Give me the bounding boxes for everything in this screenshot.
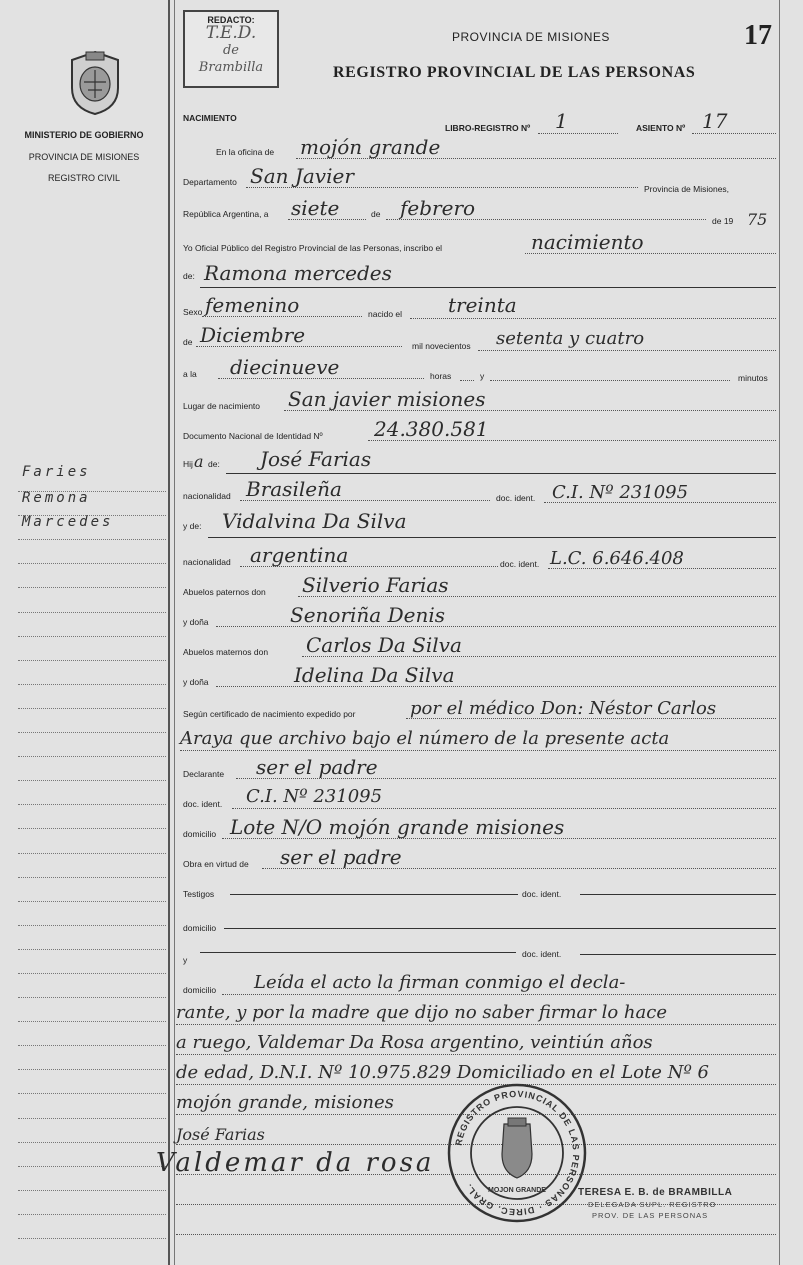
seal-center-text: MOJON GRANDE — [488, 1187, 546, 1194]
abuela-paterna-label: y doña — [183, 617, 209, 627]
nacido-mes-value: Diciembre — [200, 323, 306, 347]
horas-label: horas — [430, 371, 452, 381]
signatory-role: PROV. DE LAS PERSONAS — [592, 1211, 709, 1220]
redacto-label: REDACTO: — [207, 15, 255, 25]
minutos-label: minutos — [738, 373, 768, 383]
page-number: 17 — [744, 20, 772, 51]
nombre-label: de: — [183, 271, 195, 281]
nacido-anio-value: setenta y cuatro — [496, 328, 645, 349]
departamento-value: San Javier — [250, 164, 354, 188]
redacto-line: Brambilla — [198, 60, 264, 75]
province-emblem-icon — [66, 48, 124, 118]
a-la-label: a la — [183, 369, 197, 379]
departamento-label: Departamento — [183, 177, 237, 187]
nacido-dia-value: treinta — [448, 293, 517, 317]
signatory-role: DELEGADA SUPL. REGISTRO — [588, 1200, 717, 1209]
redacto-line: T.E.D. — [205, 23, 257, 43]
republica-label: República Argentina, a — [183, 209, 269, 219]
header-province: PROVINCIA DE MISIONES — [452, 30, 610, 44]
right-border — [779, 0, 780, 1265]
abuelo-paterno-value: Silverio Farias — [302, 573, 449, 597]
observaciones-line: rante, y por la madre que dijo no saber firmar lo hace — [176, 1002, 667, 1023]
hijo-suffix: a — [194, 452, 204, 471]
padre-nacionalidad-label: nacionalidad — [183, 491, 231, 501]
observaciones-line: Leída el acto la firman conmigo el decla- — [254, 972, 626, 993]
record-type-label: NACIMIENTO — [183, 113, 237, 123]
oficina-label: En la oficina de — [216, 147, 275, 157]
libro-value: 1 — [555, 109, 568, 133]
padre-doc-value: C.I. Nº 231095 — [552, 482, 689, 503]
madre-nacionalidad-label: nacionalidad — [183, 557, 231, 567]
padre-value: José Farias — [260, 447, 372, 471]
lugar-label: Lugar de nacimiento — [183, 401, 261, 411]
lugar-value: San javier misiones — [288, 387, 486, 411]
hora-value: diecinueve — [230, 355, 340, 379]
inscribo-label: Yo Oficial Público del Registro Provincial de las Personas, inscribo el — [183, 243, 443, 253]
asiento-label: ASIENTO Nº — [636, 123, 686, 133]
abuela-materna-value: Idelina Da Silva — [294, 663, 455, 687]
de-label: de — [371, 209, 381, 219]
province-label: PROVINCIA DE MISIONES — [28, 152, 140, 162]
ministry-label: MINISTERIO DE GOBIERNO — [24, 130, 144, 140]
padre-de-label: de: — [208, 459, 220, 469]
dia-value: siete — [291, 196, 340, 220]
testigo2-doc-label: doc. ident. — [522, 949, 562, 959]
registry-seal-icon — [444, 1082, 590, 1224]
signatory-name: TERESA E. B. de BRAMBILLA — [578, 1187, 733, 1198]
acto-value: nacimiento — [531, 230, 644, 254]
sexo-label: Sexo — [183, 307, 203, 317]
abuela-paterna-value: Senoriña Denis — [290, 603, 445, 627]
dni-label: Documento Nacional de Identidad Nº — [183, 431, 323, 441]
header-registry: REGISTRO PROVINCIAL DE LAS PERSONAS — [333, 64, 696, 81]
observaciones-line: a ruego, Valdemar Da Rosa argentino, veintiún años — [176, 1032, 653, 1053]
asiento-value: 17 — [702, 109, 728, 133]
obra-label: Obra en virtud de — [183, 859, 249, 869]
abuelos-maternos-label: Abuelos maternos don — [183, 647, 269, 657]
anio-value: 75 — [747, 210, 768, 229]
mes-value: febrero — [400, 196, 476, 220]
abuela-materna-label: y doña — [183, 677, 209, 687]
certificado-value-1: por el médico Don: Néstor Carlos — [410, 698, 717, 719]
left-margin-column — [0, 0, 168, 1265]
certificado-label: Según certificado de nacimiento expedido por — [183, 709, 356, 719]
margin-note-line: Faries — [22, 464, 91, 480]
nacido-label: nacido el — [368, 309, 403, 319]
testigo2-y-label: y — [183, 955, 188, 965]
anio-label: de 19 — [712, 216, 734, 226]
abuelo-materno-value: Carlos Da Silva — [306, 633, 462, 657]
certificado-value-2: Araya que archivo bajo el número de la presente acta — [180, 728, 670, 749]
declarante-doc-label: doc. ident. — [183, 799, 223, 809]
observaciones-line: mojón grande, misiones — [176, 1092, 394, 1113]
madre-doc-value: L.C. 6.646.408 — [550, 548, 684, 569]
libro-label: LIBRO-REGISTRO Nº — [445, 123, 531, 133]
observaciones-line: de edad, D.N.I. Nº 10.975.829 Domiciliado en el Lote Nº 6 — [176, 1062, 710, 1083]
testigo-doc-label: doc. ident. — [522, 889, 562, 899]
obra-value: ser el padre — [280, 845, 402, 869]
seal-text: REGISTRO PROVINCIAL DE LAS PERSONAS · DIREC. GRAL. — [453, 1088, 582, 1218]
margin-note-line: Marcedes — [22, 514, 114, 530]
mil-novecientos-label: mil novecientos — [412, 341, 471, 351]
column-divider — [168, 0, 170, 1265]
oficina-value: mojón grande — [300, 135, 441, 159]
declarante-label: Declarante — [183, 769, 225, 779]
madre-nacionalidad-value: argentina — [250, 543, 349, 567]
provincia-misiones-label: Provincia de Misiones, — [644, 184, 730, 194]
abuelos-paternos-label: Abuelos paternos don — [183, 587, 266, 597]
sexo-value: femenino — [205, 293, 300, 317]
firma-padre: José Farias — [176, 1125, 265, 1144]
declarante-domicilio-label: domicilio — [183, 829, 217, 839]
nombre-value: Ramona mercedes — [204, 261, 392, 285]
y-label: y — [480, 371, 485, 381]
padre-doc-label: doc. ident. — [496, 493, 536, 503]
hijo-label: Hij — [183, 459, 193, 469]
redacto-stamp — [183, 10, 279, 88]
redacto-line: de — [222, 43, 239, 58]
madre-value: Vidalvina Da Silva — [222, 509, 407, 533]
testigos-label: Testigos — [183, 889, 215, 899]
testigo2-domicilio-label: domicilio — [183, 985, 217, 995]
margin-note-line: Remona — [22, 490, 91, 506]
declarante-value: ser el padre — [256, 755, 378, 779]
dni-value: 24.380.581 — [374, 417, 489, 441]
padre-nacionalidad-value: Brasileña — [246, 477, 342, 501]
madre-doc-label: doc. ident. — [500, 559, 540, 569]
testigo-domicilio-label: domicilio — [183, 923, 217, 933]
madre-label: y de: — [183, 521, 202, 531]
registry-label: REGISTRO CIVIL — [47, 173, 120, 183]
firma-testigo: Valdemar da rosa — [156, 1148, 435, 1178]
declarante-doc-value: C.I. Nº 231095 — [246, 786, 383, 807]
column-divider — [174, 0, 175, 1265]
de-month-label: de — [183, 337, 193, 347]
declarante-domicilio-value: Lote N/O mojón grande misiones — [230, 815, 565, 839]
margin-lines — [18, 468, 166, 1239]
